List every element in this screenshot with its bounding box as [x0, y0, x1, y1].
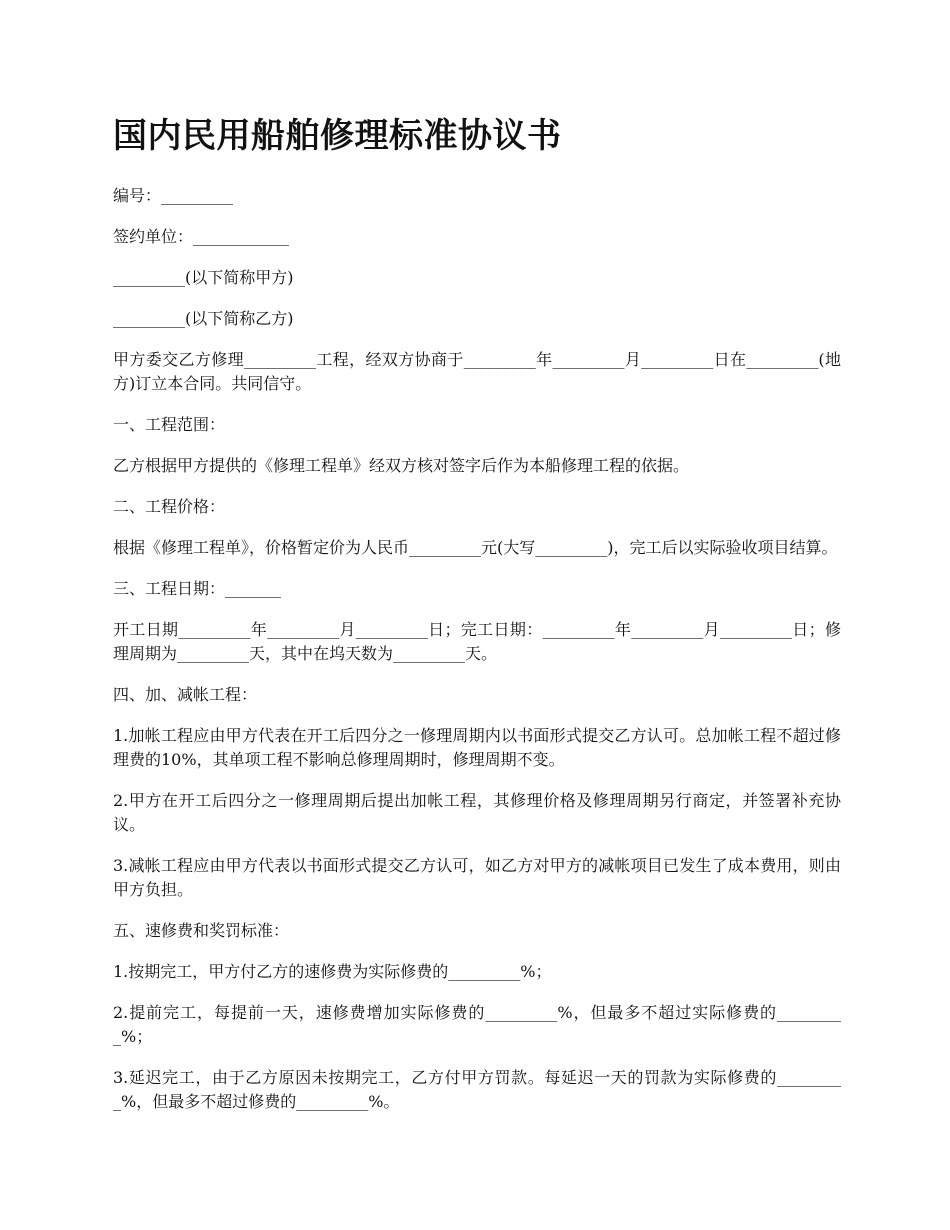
contract-number: 编号：_________ — [113, 186, 234, 205]
section-price-body: 根据《修理工程单》，价格暂定价为人民币_________元(大写_________)，完工后以实际验收项目结算。 — [113, 538, 838, 557]
section-heading-extra-work: 四、加、减帐工程： — [113, 685, 258, 704]
extra-work-item-3: 3.减帐工程应由甲方代表以书面形式提交乙方认可，如乙方对甲方的减帐项目已发生了成本费用，则由甲方负担。 — [113, 856, 841, 899]
document-page — [113, 110, 841, 1131]
signing-unit: 签约单位：____________ — [113, 227, 290, 246]
fees-item-2: 2.提前完工，每提前一天，速修费增加实际修费的_________%，但最多不超过实际修费的_________%； — [113, 1003, 841, 1046]
section-heading-fees: 五、速修费和奖罚标准： — [113, 921, 290, 940]
section-heading-scope: 一、工程范围： — [113, 415, 226, 434]
document-title: 国内民用船舶修理标准协议书 — [113, 116, 562, 156]
party-a: _________(以下简称甲方) — [113, 268, 294, 287]
fees-item-1: 1.按期完工，甲方付乙方的速修费为实际修费的_________%； — [113, 962, 552, 981]
section-heading-price: 二、工程价格： — [113, 497, 226, 516]
party-b: _________(以下简称乙方) — [113, 309, 294, 328]
section-scope-body: 乙方根据甲方提供的《修理工程单》经双方核对签字后作为本船修理工程的依据。 — [113, 456, 690, 475]
extra-work-item-2: 2.甲方在开工后四分之一修理周期后提出加帐工程，其修理价格及修理周期另行商定，并签署补充协议。 — [113, 791, 841, 834]
preamble: 甲方委交乙方修理_________工程，经双方协商于_________年_________月_________日在_________(地方)订立本合同。共同信守。 — [113, 350, 841, 393]
section-dates-body: 开工日期_________年_________月_________日；完工日期：_________年_________月_________日；修理周期为_________天，其中在坞天数为_________天。 — [113, 620, 841, 663]
fees-item-3: 3.延迟完工，由于乙方原因未按期完工，乙方付甲方罚款。每延迟一天的罚款为实际修费的_________%，但最多不超过修费的_________%。 — [113, 1068, 841, 1111]
extra-work-item-1: 1.加帐工程应由甲方代表在开工后四分之一修理周期内以书面形式提交乙方认可。总加帐工程不超过修理费的10%，其单项工程不影响总修理周期时，修理周期不变。 — [113, 726, 841, 769]
section-heading-dates: 三、工程日期：_______ — [113, 579, 282, 598]
